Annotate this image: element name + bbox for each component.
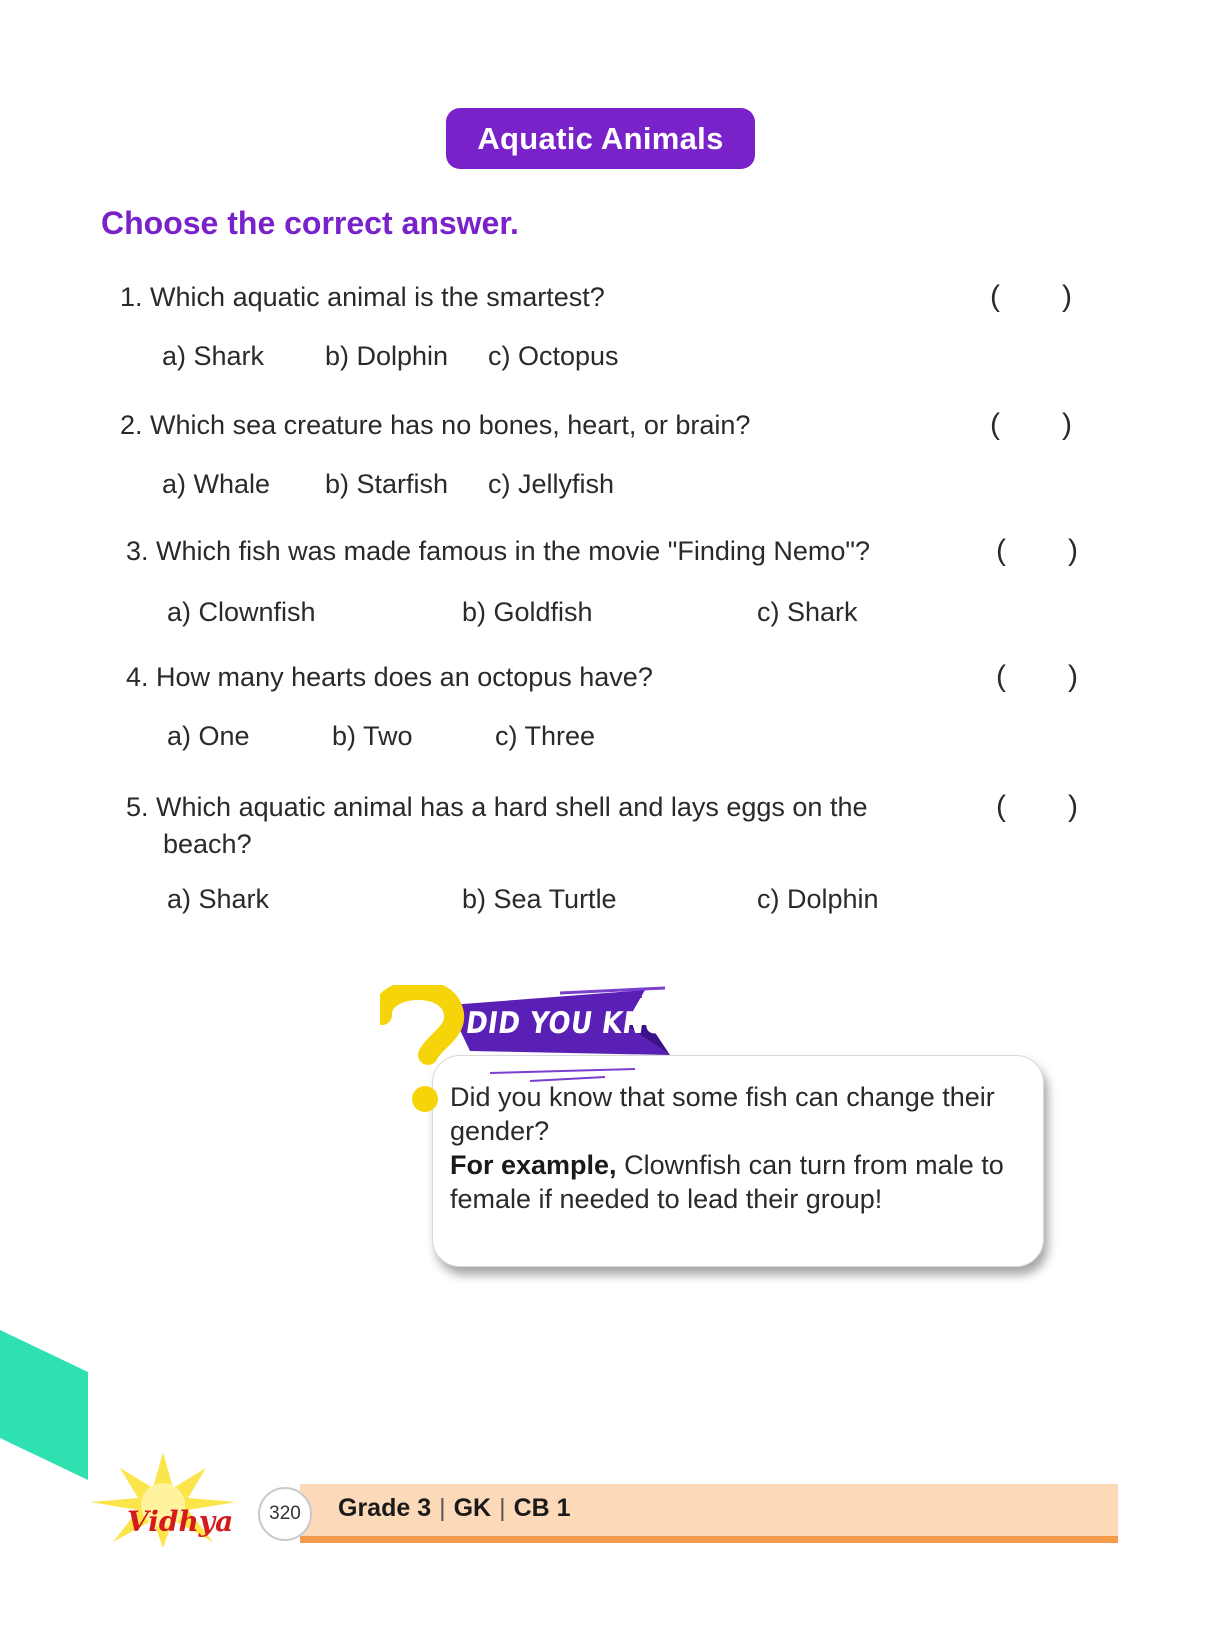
footer-subject: GK: [453, 1494, 492, 1522]
option: c) Shark: [757, 597, 858, 627]
option: b) Two: [332, 721, 413, 751]
page-title: Aquatic Animals: [446, 108, 755, 169]
vidhya-logo-text: Vidhya: [127, 1505, 234, 1538]
question-text: How many hearts does an octopus have?: [156, 662, 653, 692]
question-text: Which fish was made famous in the movie "Finding Nemo"?: [156, 536, 871, 566]
question-mark-dot-icon: [412, 1086, 438, 1112]
option: a) Clownfish: [167, 597, 316, 627]
question-5: [126, 792, 867, 823]
answer-bracket-close: ): [1068, 790, 1078, 823]
option: b) Starfish: [325, 469, 449, 499]
option: b) Goldfish: [462, 597, 593, 627]
question-3: [126, 536, 870, 567]
answer-bracket-close: ): [1062, 408, 1072, 441]
question-text: Which aquatic animal is the smartest?: [150, 282, 605, 312]
instruction-heading: Choose the correct answer.: [101, 205, 519, 241]
question-4: [126, 662, 653, 693]
option: b) Sea Turtle: [462, 884, 617, 914]
answer-bracket-close: ): [1068, 660, 1078, 693]
footer-info: [338, 1494, 571, 1523]
question-2: [120, 410, 750, 441]
did-you-know-label: DID YOU KNOW?: [463, 1006, 715, 1042]
option: a) Shark: [167, 884, 270, 914]
option: b) Dolphin: [325, 341, 449, 371]
example-label: For example,: [450, 1150, 617, 1180]
question-text: Which aquatic animal has a hard shell and lays eggs on the: [156, 792, 868, 822]
question-number: 5.: [126, 792, 149, 822]
answer-bracket-open: (: [996, 790, 1006, 823]
option: c) Jellyfish: [488, 469, 615, 499]
option: a) Shark: [162, 341, 265, 371]
side-tab-decoration: [0, 1330, 90, 1480]
option: c) Octopus: [488, 341, 619, 371]
option: a) Whale: [162, 469, 271, 499]
footer-separator: |: [499, 1494, 506, 1522]
option: c) Three: [495, 721, 596, 751]
question-text: Which sea creature has no bones, heart, or brain?: [150, 410, 751, 440]
question-number: 4.: [126, 662, 149, 692]
question-5-continued: beach?: [163, 829, 252, 859]
did-you-know-text: [450, 1080, 1040, 1216]
question-1: [120, 282, 605, 313]
option: c) Dolphin: [757, 884, 879, 914]
footer-grade: Grade 3: [338, 1494, 432, 1522]
answer-bracket-close: ): [1068, 534, 1078, 567]
answer-bracket-open: (: [996, 534, 1006, 567]
answer-bracket-open: (: [990, 408, 1000, 441]
example-text: Clownfish can turn from male to female if needed to lead their group!: [450, 1150, 1004, 1214]
option: a) One: [167, 721, 250, 751]
answer-bracket-open: (: [996, 660, 1006, 693]
fact-line: Did you know that some fish can change their gender?: [450, 1082, 995, 1146]
footer-book: CB 1: [513, 1494, 571, 1522]
answer-bracket-open: (: [990, 280, 1000, 313]
question-number: 2.: [120, 410, 143, 440]
page-number: 320: [258, 1487, 312, 1541]
question-number: 3.: [126, 536, 149, 566]
footer-separator: |: [439, 1494, 446, 1522]
answer-bracket-close: ): [1062, 280, 1072, 313]
question-number: 1.: [120, 282, 143, 312]
